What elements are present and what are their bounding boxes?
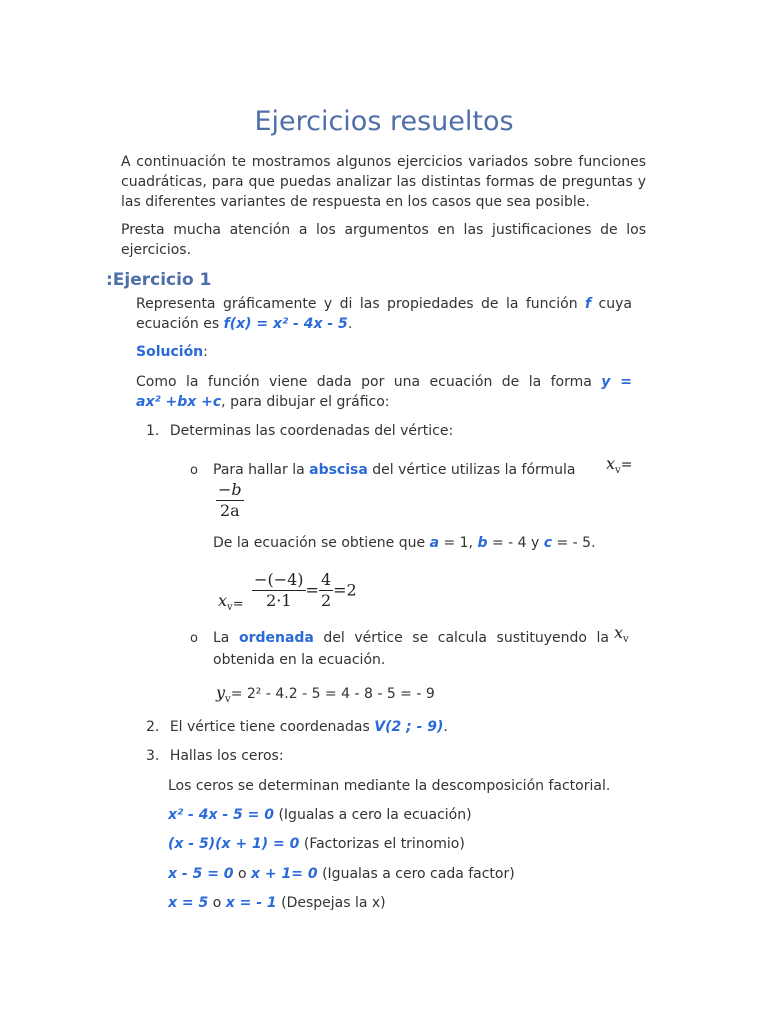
v-subscript-4: v	[225, 693, 231, 705]
yv-computation	[216, 683, 435, 710]
step-2-text: El vértice tiene coordenadas	[169, 719, 375, 735]
bullet-marker-2: o	[190, 631, 198, 646]
abscisa-formula	[216, 480, 244, 521]
abscisa-line	[213, 460, 576, 480]
xv-symbol-2	[218, 591, 233, 618]
xv-denominator: 2·1	[266, 591, 292, 611]
formula-numerator: −b	[218, 480, 242, 499]
zeros-equation-3b: x + 1= 0	[251, 866, 318, 882]
coef-c: c	[543, 535, 553, 551]
vertex-coordinates: V(2 ; - 9)	[374, 719, 444, 735]
statement-period: .	[347, 316, 353, 332]
xv-result: 2	[346, 580, 357, 600]
y-letter: y	[216, 683, 226, 702]
zeros-note-1: (Igualas a cero la ecuación)	[274, 807, 472, 823]
zeros-equation-2: (x - 5)(x + 1) = 0	[168, 836, 300, 852]
statement-text-3: ecuación es	[136, 316, 224, 332]
statement-text: Representa gráficamente y di las propiedades de la función	[136, 296, 586, 312]
step-number-3: 3.	[146, 748, 160, 764]
coef-text-2: = 1,	[439, 535, 478, 551]
solution-label-line	[136, 342, 208, 362]
intro-paragraph-1: A continuación te mostramos algunos ejercicios variados sobre funciones cuadráticas, para que puedas analizar las distintas formas de preguntas y las diferentes variantes de respuesta en los casos que sea posible.	[121, 154, 646, 210]
general-form-equation: ax² +bx +c	[136, 394, 222, 410]
xv-computation	[218, 563, 357, 618]
or-word-2: o	[208, 895, 226, 911]
step-2-period: .	[443, 719, 448, 735]
yv-expression: = 2² - 4.2 - 5 = 4 - 8 - 5 = - 9	[230, 686, 435, 702]
step-number-2: 2.	[146, 719, 160, 735]
formula-denominator: 2a	[219, 501, 240, 520]
ordenada-line-2: obtenida en la ecuación.	[213, 652, 386, 668]
ordenada-text-2: del vértice se calcula sustituyendo la	[313, 630, 609, 646]
bullet-marker: o	[190, 463, 198, 478]
exercise-heading: :Ejercicio 1	[106, 270, 212, 290]
zeros-line-3	[168, 864, 515, 884]
function-equation: f(x) = x² - 4x - 5	[223, 316, 348, 332]
step-2	[146, 717, 448, 737]
step-text: Determinas las coordenadas del vértice:	[169, 423, 454, 439]
simplified-denominator: 2	[320, 591, 332, 611]
como-text: Como la función viene dada por una ecuación de la forma	[136, 374, 602, 390]
page-title: Ejercicios resueltos	[254, 106, 514, 137]
coef-a: a	[429, 535, 440, 551]
step-3-text: Hallas los ceros:	[169, 748, 284, 764]
abscisa-keyword: abscisa	[309, 462, 368, 478]
step-3	[146, 746, 284, 766]
simplified-numerator: 4	[320, 570, 332, 590]
ordenada-line	[213, 628, 609, 648]
abscisa-text-2: del vértice utilizas la fórmula	[367, 462, 576, 478]
zeros-note-4: (Despejas la x)	[276, 895, 386, 911]
coef-text: De la ecuación se obtiene que	[213, 535, 430, 551]
zeros-note-2: (Factorizas el trinomio)	[299, 836, 465, 852]
como-text-2: , para dibujar el gráfico:	[221, 394, 390, 410]
xv-numerator: −(−4)	[254, 570, 304, 590]
zero-value-2: x = - 1	[225, 895, 277, 911]
solution-colon: :	[203, 344, 208, 360]
zeros-line-1	[168, 805, 472, 825]
como-y: y =	[601, 374, 633, 390]
ordenada-text: La	[213, 630, 239, 646]
ceros-explanation: Los ceros se determinan mediante la descomposición factorial.	[168, 778, 611, 794]
zeros-note-3: (Igualas a cero cada factor)	[317, 866, 515, 882]
or-word: o	[233, 866, 252, 882]
zeros-equation-1: x² - 4x - 5 = 0	[168, 807, 275, 823]
zero-value-1: x = 5	[168, 895, 209, 911]
coefficients-line	[213, 533, 596, 553]
step-number: 1.	[146, 423, 160, 439]
intro-paragraph-2: Presta mucha atención a los argumentos en las justificaciones de los ejercicios.	[121, 222, 646, 258]
ordenada-keyword: ordenada	[238, 630, 314, 646]
equals-sign: =	[620, 457, 633, 473]
zeros-line-4	[168, 893, 386, 913]
statement-text-2: cuya	[591, 296, 632, 312]
xv-symbol	[606, 454, 632, 481]
step-1	[146, 421, 453, 441]
zeros-equation-3a: x - 5 = 0	[168, 866, 234, 882]
v-subscript-2: v	[227, 602, 233, 614]
x-letter: x	[606, 454, 616, 473]
xv-symbol-3	[614, 623, 629, 650]
equals-sign-3: =	[305, 580, 319, 600]
zeros-line-2	[168, 834, 465, 854]
v-subscript-3: v	[623, 634, 629, 646]
x-letter-3: x	[614, 623, 624, 642]
equals-sign-4: =	[333, 580, 347, 600]
abscisa-text: Para hallar la	[213, 462, 310, 478]
coef-text-4: = - 5.	[552, 535, 596, 551]
x-letter-2: x	[218, 591, 228, 610]
function-name: f	[585, 296, 592, 312]
como-paragraph	[136, 372, 632, 412]
v-subscript: v	[615, 465, 621, 477]
equals-sign-2: =	[232, 596, 244, 612]
exercise-statement	[136, 294, 632, 334]
coef-text-3: = - 4 y	[487, 535, 544, 551]
solution-label: Solución	[136, 344, 204, 360]
coef-b: b	[477, 535, 488, 551]
